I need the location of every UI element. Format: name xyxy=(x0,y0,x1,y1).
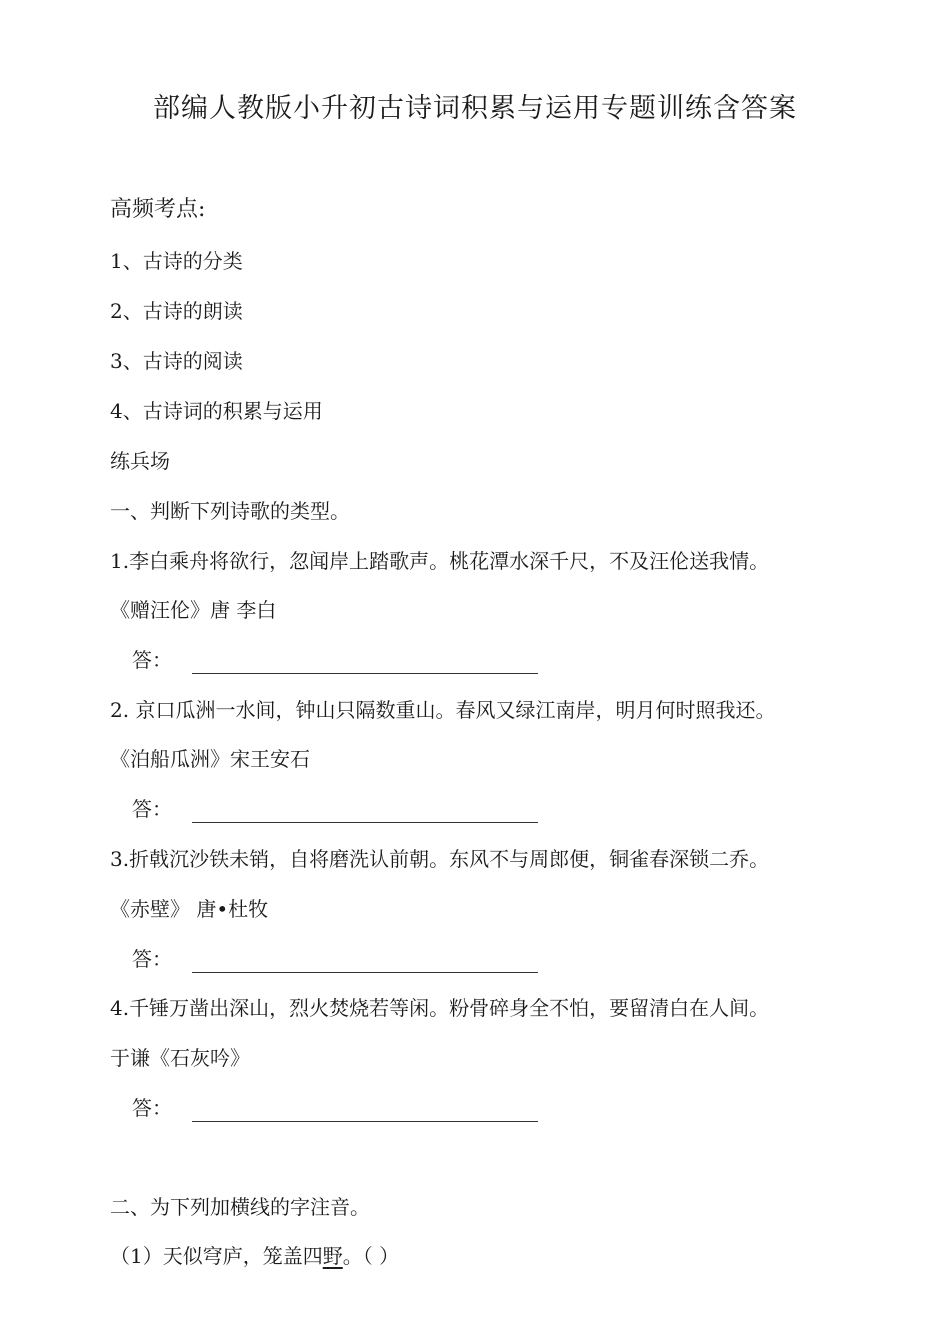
question-text: （1）天似穹庐，笼盖四 xyxy=(110,1244,323,1268)
point-item: 1、古诗的分类 xyxy=(110,249,243,273)
answer-blank[interactable] xyxy=(192,653,538,674)
answer-brackets[interactable]: 。（ ） xyxy=(342,1244,400,1268)
answer-label: 答： xyxy=(132,648,172,672)
poem-source: 《赤壁》 唐•杜牧 xyxy=(110,897,269,921)
answer-blank[interactable] xyxy=(192,802,538,823)
poem-source: 《赠汪伦》唐 李白 xyxy=(110,598,277,622)
underlined-char: 野 xyxy=(322,1244,343,1268)
poem-source: 《泊船瓜洲》宋王安石 xyxy=(110,747,310,771)
answer-label: 答： xyxy=(132,947,172,971)
practice-heading: 练兵场 xyxy=(110,449,170,473)
answer-blank[interactable] xyxy=(192,952,538,973)
answer-label: 答： xyxy=(132,797,172,821)
poem-source: 于谦《石灰吟》 xyxy=(110,1046,250,1070)
section1-heading: 一、判断下列诗歌的类型。 xyxy=(110,499,350,523)
poem-text: 3.折戟沉沙铁未销，自将磨洗认前朝。东风不与周郎便，铜雀春深锁二乔。 xyxy=(110,847,770,871)
pinyin-question xyxy=(110,1242,399,1270)
answer-row xyxy=(132,945,538,973)
page-title: 部编人教版小升初古诗词积累与运用专题训练含答案 xyxy=(153,93,797,124)
answer-row xyxy=(132,646,538,674)
section2-heading: 二、为下列加横线的字注音。 xyxy=(110,1195,370,1219)
answer-row xyxy=(132,795,538,823)
points-heading: 高频考点: xyxy=(110,197,206,222)
poem-text: 4.千锤万凿出深山，烈火焚烧若等闲。粉骨碎身全不怕，要留清白在人间。 xyxy=(110,996,770,1020)
poem-text: 1.李白乘舟将欲行，忽闻岸上踏歌声。桃花潭水深千尺，不及汪伦送我情。 xyxy=(110,549,770,573)
answer-blank[interactable] xyxy=(192,1101,538,1122)
answer-row xyxy=(132,1094,538,1122)
poem-text: 2. 京口瓜洲一水间，钟山只隔数重山。春风又绿江南岸，明月何时照我还。 xyxy=(110,698,776,722)
answer-label: 答： xyxy=(132,1096,172,1120)
point-item: 2、古诗的朗读 xyxy=(110,299,243,323)
point-item: 4、古诗词的积累与运用 xyxy=(110,399,323,423)
point-item: 3、古诗的阅读 xyxy=(110,349,243,373)
